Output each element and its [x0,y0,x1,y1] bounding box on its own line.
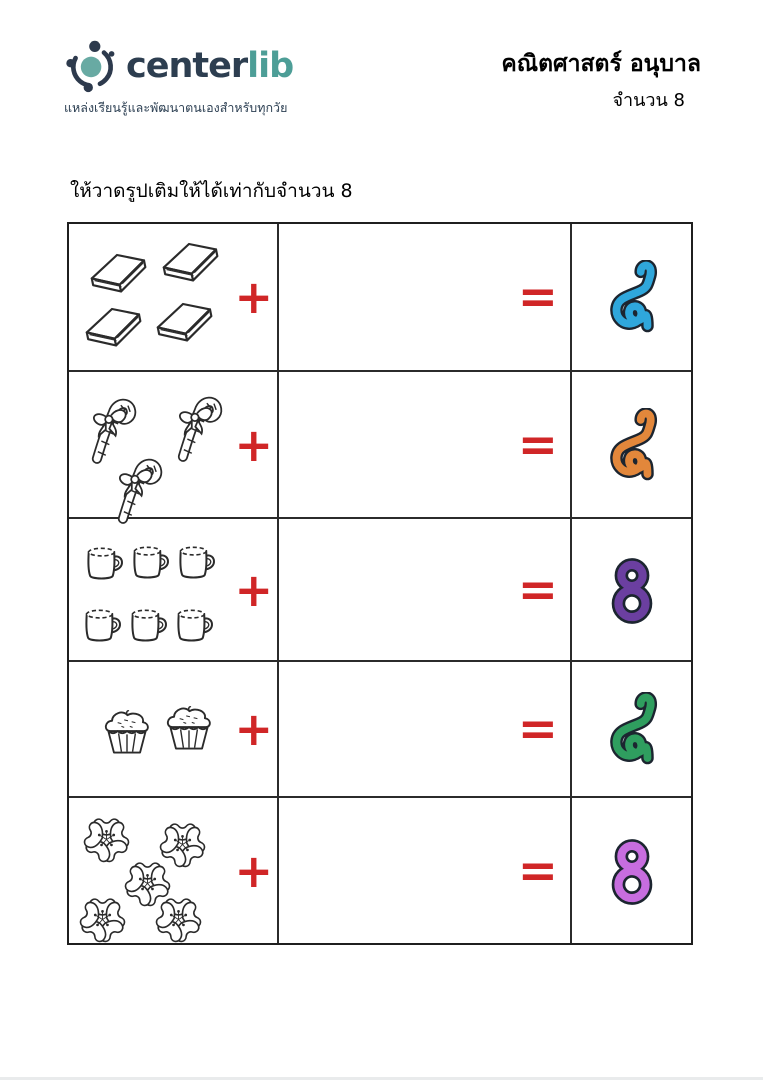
numeral-cell [570,519,691,660]
numeral-eight-icon [603,692,661,766]
item-count-cell [69,798,277,943]
worksheet-table [67,222,693,945]
table-row [69,370,691,517]
instruction-text: ให้วาดรูปเติมให้ได้เท่ากับจำนวน 8 [70,180,353,202]
centerlib-logo [64,38,344,118]
item-count-cell [69,372,277,517]
numeral-cell [570,662,691,796]
flower-icon [79,896,126,943]
table-row [69,517,691,660]
drawing-answer-cell [277,372,570,517]
numeral-eight-icon [603,260,661,334]
equals-sign: = [517,561,558,618]
flower-icon [83,816,130,863]
plus-sign: + [234,843,273,898]
drawing-answer-cell [277,662,570,796]
numeral-cell [570,798,691,943]
equals-sign: = [517,416,558,473]
mug-icon [173,605,219,645]
mug-icon [175,542,221,582]
plus-sign: + [234,417,273,472]
table-row [69,660,691,796]
item-count-cell [69,519,277,660]
brand-name-lib: lib [247,45,294,86]
numeral-eight-icon [603,553,661,627]
equals-sign: = [517,701,558,757]
cupcake-icon [161,703,217,753]
drawing-answer-cell [277,519,570,660]
table-row [69,224,691,370]
table-row [69,796,691,943]
book-icon [147,295,219,349]
book-icon [76,300,148,354]
item-icons [69,519,233,660]
numeral-eight-icon [603,408,661,482]
title-block [501,46,701,114]
plus-sign: + [234,702,273,756]
flower-icon [155,896,202,943]
numeral-cell [570,224,691,370]
centerlib-logo-icon [64,38,120,94]
mug-icon [83,543,129,583]
brand-tagline: แหล่งเรียนรู้และพัฒนาตนเองสำหรับทุกวัย [64,100,288,115]
candy-cane-icon [167,382,229,466]
equals-sign: = [517,269,558,325]
book-icon [153,235,225,289]
drawing-answer-cell [277,798,570,943]
item-icons [69,224,233,370]
brand-name [126,45,294,86]
cupcake-icon [99,707,155,757]
candy-cane-icon [107,444,169,528]
page-subtitle: จำนวน 8 [612,90,685,111]
drawing-answer-cell [277,224,570,370]
mug-icon [127,605,173,645]
item-icons [69,662,233,796]
item-count-cell [69,224,277,370]
plus-sign: + [234,562,273,617]
book-icon [81,246,153,300]
brand-name-center: center [126,45,248,86]
mug-icon [81,605,127,645]
page-title: คณิตศาสตร์ อนุบาล [501,51,701,77]
equals-sign: = [517,842,558,899]
numeral-cell [570,372,691,517]
item-icons [69,372,233,517]
plus-sign: + [234,270,273,324]
numeral-eight-icon [603,834,661,908]
item-icons [69,798,233,943]
item-count-cell [69,662,277,796]
mug-icon [129,542,175,582]
